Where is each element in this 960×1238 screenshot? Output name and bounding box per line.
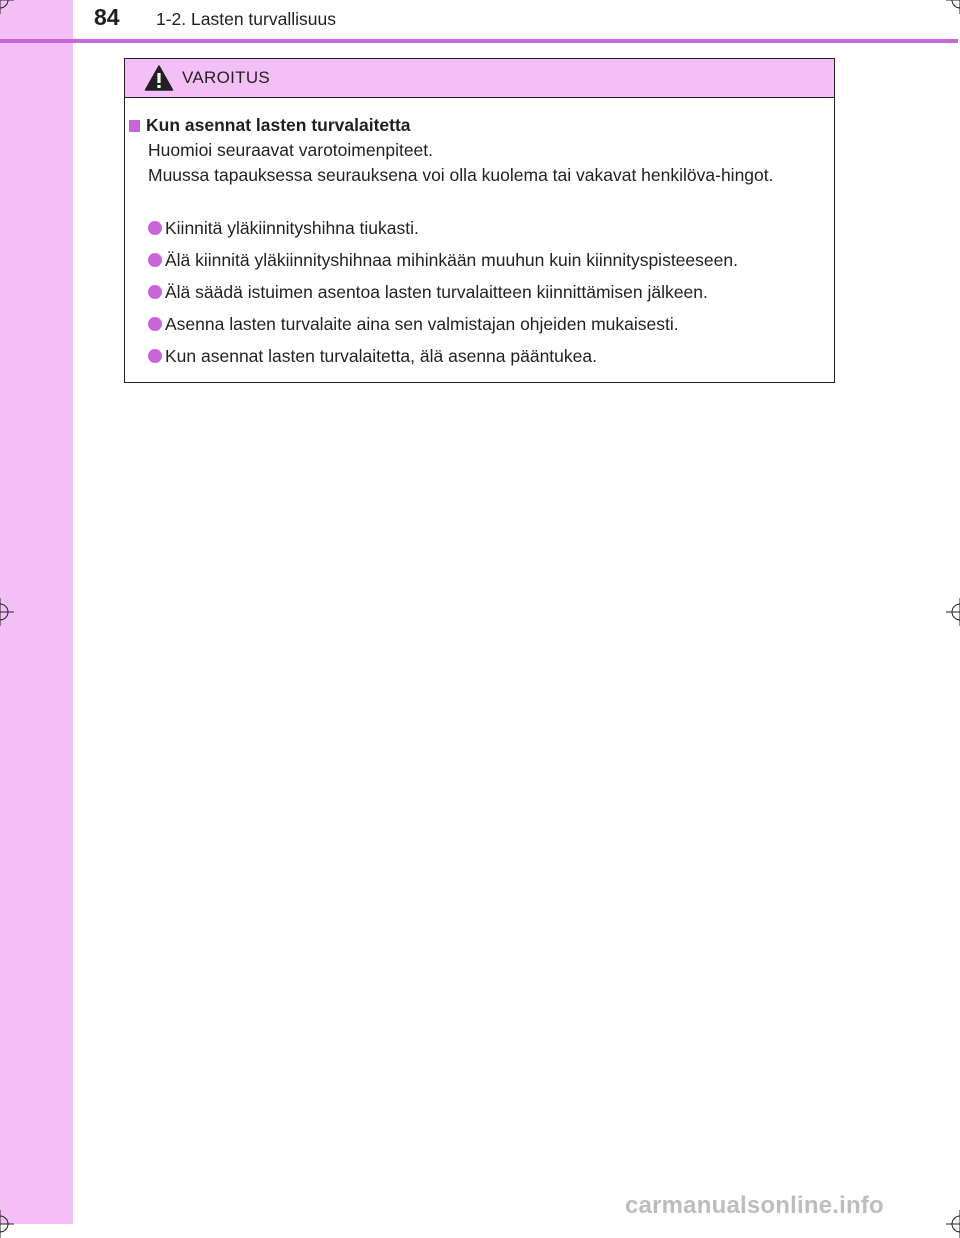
list-item-text: Kiinnitä yläkiinnityshihna tiukasti. bbox=[165, 218, 419, 238]
crop-mark-icon bbox=[0, 598, 14, 626]
warning-triangle-icon bbox=[144, 64, 174, 92]
warning-body bbox=[125, 98, 834, 382]
list-item-text: Asenna lasten turvalaite aina sen valmistajan ohjeiden mukaisesti. bbox=[165, 314, 679, 334]
warning-title: VAROITUS bbox=[182, 68, 271, 87]
list-item bbox=[148, 280, 838, 312]
crop-mark-icon bbox=[0, 1210, 14, 1238]
intro-line: Huomioi seuraavat varotoimenpiteet. bbox=[148, 140, 434, 160]
list-item-text: Älä kiinnitä yläkiinnityshihnaa mihinkään muuhun kuin kiinnityspisteeseen. bbox=[165, 250, 738, 270]
list-item-text: Älä säädä istuimen asentoa lasten turvalaitteen kiinnittämisen jälkeen. bbox=[165, 282, 708, 302]
header-rule bbox=[0, 39, 958, 43]
crop-mark-icon bbox=[946, 1210, 960, 1238]
round-bullet-icon bbox=[148, 349, 162, 363]
crop-mark-icon bbox=[0, 0, 14, 14]
page-number: 84 bbox=[94, 4, 120, 30]
warning-bullet-list bbox=[148, 216, 838, 376]
crop-mark-icon bbox=[946, 598, 960, 626]
square-bullet-icon bbox=[129, 120, 140, 132]
warning-box bbox=[124, 58, 835, 383]
list-item bbox=[148, 248, 838, 280]
list-item bbox=[148, 216, 838, 248]
list-item-text: Kun asennat lasten turvalaitetta, älä asenna pääntukea. bbox=[165, 346, 597, 366]
section-title: 1-2. Lasten turvallisuus bbox=[156, 9, 336, 29]
round-bullet-icon bbox=[148, 253, 162, 267]
warning-intro bbox=[148, 138, 828, 187]
crop-mark-icon bbox=[946, 0, 960, 14]
subheading-text: Kun asennat lasten turvalaitetta bbox=[146, 115, 411, 135]
intro-line: Muussa tapauksessa seurauksena voi olla kuolema tai vakavat henkilöva-hingot. bbox=[148, 164, 774, 185]
list-item bbox=[148, 344, 838, 376]
watermark: carmanualsonline.info bbox=[625, 1192, 884, 1219]
round-bullet-icon bbox=[148, 285, 162, 299]
warning-header bbox=[125, 59, 834, 98]
warning-subheading bbox=[129, 114, 411, 136]
list-item bbox=[148, 312, 838, 344]
round-bullet-icon bbox=[148, 221, 162, 235]
round-bullet-icon bbox=[148, 317, 162, 331]
